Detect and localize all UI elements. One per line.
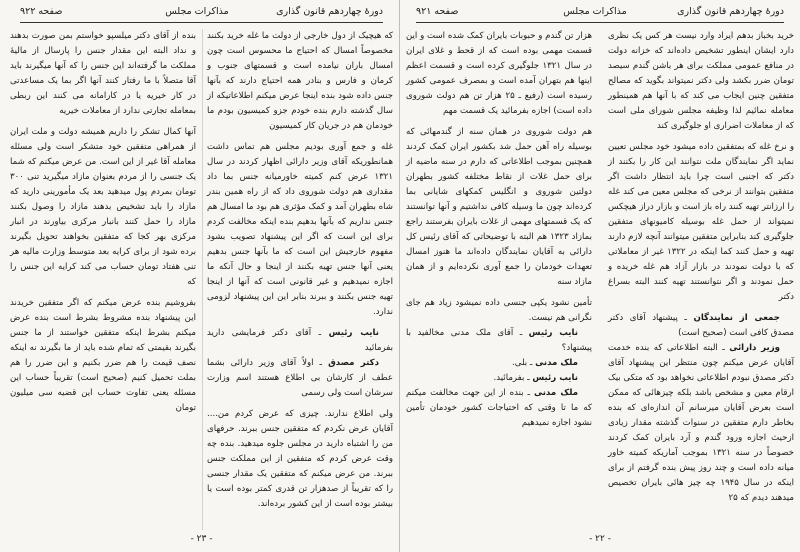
paragraph-text: آنها کمال تشکر را داریم همیشه دولت و ملت ایران از همراهی متفقین خود متشکر است ولی مسئله معامله آقا غیر از این است. من عرض میکنم که شما یک جنسی را از مردم بعنوان مازاد میگیرید تنی ۳۰۰ تومان بمردم پول میدهید بعد یک مأمورینی دارید که مازاد را باید تشخیص بدهند مازاد را وصول بکنند مازاد را حمل کنند بانبار مرکزی بیاورند در انبار مرکزی بهر کجا که متفقین بخواهند تحویل بگیرند برده شود از برای کرایه بعد متوسط وزارت مالیه هر تنی هفتاد تومان حساب می کند کرایه این جنس را که	[10, 127, 196, 287]
page-footer	[406, 534, 794, 544]
paragraph	[608, 29, 794, 134]
paragraph	[10, 29, 196, 119]
speech: وزیر دارائی ـ البته اطلاعاتی که بنده خدمت آقایان عرض میکنم چون منتظر این پیشنهاد آقای دکتر مصدق نبودم اطلاعاتی نخواهد بود که متکی بیک ارقام معین و مشخص باشد بلکه چیزهائی که ممکن است بعرض آقایان میرسانم آن اندازه‌ای که بنده بخاطر دارم متفقین در سنوات گذشته مقدار زیادی ازحیث اجازه ورود گندم و آرد بایران کمک کردند خصوصاً در سنه ۱۳۲۱ بموجب آماریکه کمیته خاور میانه داده است و چند روز پیش بنده گرفتم از برای اینکه در سال ۱۹۴۵ چه چیز هائی بایران تخصیص میدهند دیدم که ۲۵	[608, 343, 794, 503]
speech-text: آقای ملک مدنی مخالفید با پیشنهاد؟	[406, 328, 592, 353]
speech: دکتر مصدق ـ اولاً آقای وزیر دارائی بشما عطف از کارشان بی اطلاع هستند اسم وزارت سرشان است ولی رسمی	[207, 358, 393, 398]
volume-title: دورهٔ چهاردهم قانون گذاری	[677, 6, 784, 17]
volume-title: دورهٔ چهاردهم قانون گذاری	[276, 6, 383, 17]
paragraph-text: غله و جمع آوری بودیم مجلس هم تماس داشت همانطوریکه آقای وزیر دارائی اظهار کردند در سال ۱۳۲۱ عرض کنم کمیته خاورمیانه جنس بما داد مقداری هم دولت شوروی داد که از راه همین بندر شاه بطهران آمد و کمک مؤثری هم بود ما امسال هم جنس نداریم که بآنها بدهیم بنده اینکه مخالفت کردم برای این است که اگر این پیشنهاد تصویب بشود مفهوم خارجیش این است که ما بآنها جنس بدهیم یعنی آنها جنس تهیه بکنند از اینجا و حال آنکه ما اجازه نمیدهیم و غیر قانونی است که آنها از اینجا تهیه جنس بکنند و ببرند بنابر این این پیشنهاد لزومی ندارد.	[207, 142, 393, 317]
left-column	[406, 29, 592, 530]
paragraph-text: هم دولت شوروی در همان سنه از گندمهائی که بوسیله راه آهن حمل شد بکشور ایران کمک کردند همچنین بموجب اطلاعاتی که دارم در سنه ماضیه از برای حمل غلات از نقاط مختلفه کشور بطهران دولتین شوروی و انگلیس کمکهای شایانی بما کرده‌اند چون ما وسیله کافی نداشتیم و آنها توانستند که یک قسمتهای مهمی از غلات بایران بفرستند راجع بمازاد ۱۳۲۳ هم البته با توضیحاتی که آقای رئیس کل دارائی به آقایان نمایندگان داده‌اند ما هنوز امسال تعهدات خودمان را جمع آوری نکرده‌ایم و از همان مازاد سنه	[406, 127, 593, 287]
page-number: صفحه ۹۲۲	[20, 6, 63, 17]
paragraph	[207, 407, 393, 512]
speech-text: اولاً آقای وزیر دارائی بشما عطف از کارشان بی اطلاع هستند اسم وزارت سرشان است ولی رسمی	[207, 358, 393, 398]
speech-text: بنده از این جهت مخالفت میکنم که ما تا وقتی که احتیاجات کشور خودمان تأمین نشود اجازه نمیدهیم	[406, 388, 592, 428]
speech: نایب رئیس ـ آقای دکتر فرمایشی دارید بفرمائید	[207, 328, 393, 353]
paragraph-text: خرید بخباز بدهم ایراد وارد نیست هر کس یک نظری دارد ایشان اینطور تشخیص داده‌اند که خزانه دولت در منافع عمومی مملکت برای هر باشن گندم سیصد تومان ضرر بکشد ولی دکتر نمیتواند بگوید که مصالح متفقین چنین ایجاب می کند که با آنها هم همینطور معامله نمائیم لذا وظیفه مجلس شورای ملی است که از معاملات اضراری او جلوگیری کند	[608, 31, 794, 131]
paragraph-text: تأمین نشود یکپی جنسی داده نمیشود زیاد هم جای نگرانی هم نیست.	[406, 298, 592, 323]
section-title: مذاکرات مجلس	[165, 6, 229, 17]
speaker-name: ملک مدنی	[534, 388, 579, 398]
speech-text: بفرمائید.	[493, 373, 525, 383]
paragraph	[10, 125, 196, 290]
footer-page-number: - ۲۳ -	[190, 534, 213, 544]
speech: نایب رئیس ـ بفرمائید.	[493, 373, 578, 383]
paragraph-text: هزار تن گندم و حبوبات بایران کمک شده است و این قسمت مهمی بوده است که از قحط و غلای ایران در سال ۱۳۲۱ جلوگیری کرده است و قسمت اعظم اینها هم بتهران آمده است و بمصرف عمومی کشور رسیده است (رفیع ـ ۲۵ هزار تن هم دولت شوروی داده است) اجازه بفرمائید یک قسمت مهم	[406, 31, 592, 116]
right-page	[400, 0, 800, 552]
right-column	[608, 29, 794, 530]
speech: جمعی از نمایندگان ـ پیشنهاد آقای دکتر مصدق کافی است (صحیح است)	[608, 313, 794, 338]
speaker-name: نایب رئیس	[328, 328, 379, 338]
speech-text: البته اطلاعاتی که بنده خدمت آقایان عرض میکنم چون منتظر این پیشنهاد آقای دکتر مصدق نبودم اطلاعاتی نخواهد بود که متکی بیک ارقام معین و مشخص باشد بلکه چیزهائی که ممکن است بعرض آقایان میرسانم آن اندازه‌ای که بنده بخاطر دارم متفقین در سنوات گذشته مقدار زیادی ازحیث اجازه ورود گندم و آرد بایران کمک کردند خصوصاً در سنه ۱۳۲۱ بموجب آماریکه کمیته خاور میانه داده است و چند روز پیش بنده گرفتم از برای اینکه در سال ۱۹۴۵ چه چیز هائی بایران تخصیص میدهند دیدم که ۲۵	[608, 343, 794, 503]
paragraph	[406, 125, 592, 290]
speaker-name: نایب رئیس	[528, 328, 578, 338]
speech: نایب رئیس ـ آقای ملک مدنی مخالفید با پیشنهاد؟	[406, 328, 592, 353]
paragraph-text: و نرخ غله که بمتفقین داده میشود خود مجلس تعیین نماید اگر نمایندگان ملت نتوانند این کار را بکنند از دکتر که اجنبی است چرا باید انتظار داشت اگر متفقین بتوانند از نرخی که مجلس معین می کند غله را ارزانتر تهیه کنند راه باز است و بازار دراز هیچکس نمیتواند از حمل غله بوسیله کامیونهای متفقین جلوگیری کند بنابراین متفقین میتوانند آنچه لازم دارند تهیه و حمل کنند کما اینکه در ۱۳۲۲ غیر از معاملاتی که با دولت نمودند در بازار آزاد هم غله خریده و حمل نمودند و اگر نتوانستند تهیه کنند البته بسراغ دکتر	[608, 142, 794, 302]
speech-block	[608, 311, 794, 506]
speaker-name: وزیر دارائی	[729, 343, 780, 353]
right-page-header	[416, 6, 784, 23]
paragraph	[608, 140, 794, 305]
paragraph	[10, 296, 196, 416]
speech: ملک مدنی ـ بلی.	[512, 358, 578, 368]
column-row	[406, 29, 794, 530]
left-page-header	[20, 6, 383, 23]
speaker-name: نایب رئیس	[532, 373, 578, 383]
right-column	[202, 29, 393, 530]
page-footer	[10, 534, 393, 544]
paragraph	[406, 29, 592, 119]
speech-text: آقای دکتر فرمایشی دارید بفرمائید	[207, 328, 393, 353]
speech-block	[406, 296, 592, 431]
left-column	[10, 29, 196, 530]
paragraph-text: بنده از آقای دکتر میلسپو خواستم بمن صورت بدهند و نداد البته این مقدار جنس را پارسال از مالیهٔ مملکت ما گرفته‌اند این جنس را که آنها میگیرند باید آقا متصلاً با ما رفتار کنند آنها اگر بما یک مساعدتی در کار خیریه یا در کارامانه می کنند این ربطی بمعامله تجارتی ندارد از معاملات خیریه	[10, 31, 196, 116]
speech-text: پیشنهاد آقای دکتر مصدق کافی است (صحیح است)	[608, 313, 794, 338]
paragraph-text: ولی اطلاع ندارند. چیزی که عرض کردم من.... آقایان عرض نکردم که متفقین جنس ببرند. حرفهای من را اشتباه دارید در مجلس جلوه میدهید. بنده چه وقت عرض کردم که متفقین از این مملکت جنس ببرند. من عرض میکنم که متفقین یک مقدار جنسی را که تقریباً از صدهزار تن قدری کمتر بوده است یا بیشتر بوده است از این کشور برده‌اند.	[207, 409, 393, 509]
paragraph-text: که هیچیک از دول خارجی از دولت ما غله خرید بکنند مخصوصاً امسال که احتیاج ما محسوس است چون امسال باران نیامده است و قسمتهای جنوب و کرمان و فارس و بنادر همه احتیاج دارند که بآنها جنس داده شود بنده اینجا عرض میکنم اطلاعاتیکه از سال گذشته دارم بنده خودم جزو کمیسیون بودم ما خودمان هم در جریان کار کمیسیون	[207, 31, 393, 131]
paragraph	[207, 29, 393, 134]
page-number: صفحه ۹۲۱	[416, 6, 459, 17]
footer-page-number: - ۲۲ -	[589, 534, 611, 544]
speech-text: بلی.	[512, 358, 528, 368]
speaker-name: ملک مدنی	[535, 358, 578, 368]
section-title: مذاکرات مجلس	[563, 6, 627, 17]
speech-block	[207, 326, 393, 401]
speaker-name: جمعی از نمایندگان	[693, 313, 780, 323]
speaker-name: دکتر مصدق	[328, 358, 379, 368]
paragraph	[207, 140, 393, 320]
paragraph-text: بفروشیم بنده عرض میکنم که اگر متفقین خریدند این پیشنهاد بنده مشروط بشرط است بنده عرض میکنم بشرط اینکه متفقین خواستند از ما جنس بگیرند بقیمتی که تمام شده باید از ما بگیرند نه اینکه نصف قیمت را هم ضرر بکنیم و این ضرر را هم بملت تحمیل کنیم (صحیح است) تقریباً حساب این مسئله یعنی تفاوت حساب این قضیه سی میلیون تومان	[10, 298, 196, 413]
column-row	[10, 29, 393, 530]
speech: ملک مدنی ـ بنده از این جهت مخالفت میکنم که ما تا وقتی که احتیاجات کشور خودمان تأمین نشود اجازه نمیدهیم	[406, 388, 592, 428]
